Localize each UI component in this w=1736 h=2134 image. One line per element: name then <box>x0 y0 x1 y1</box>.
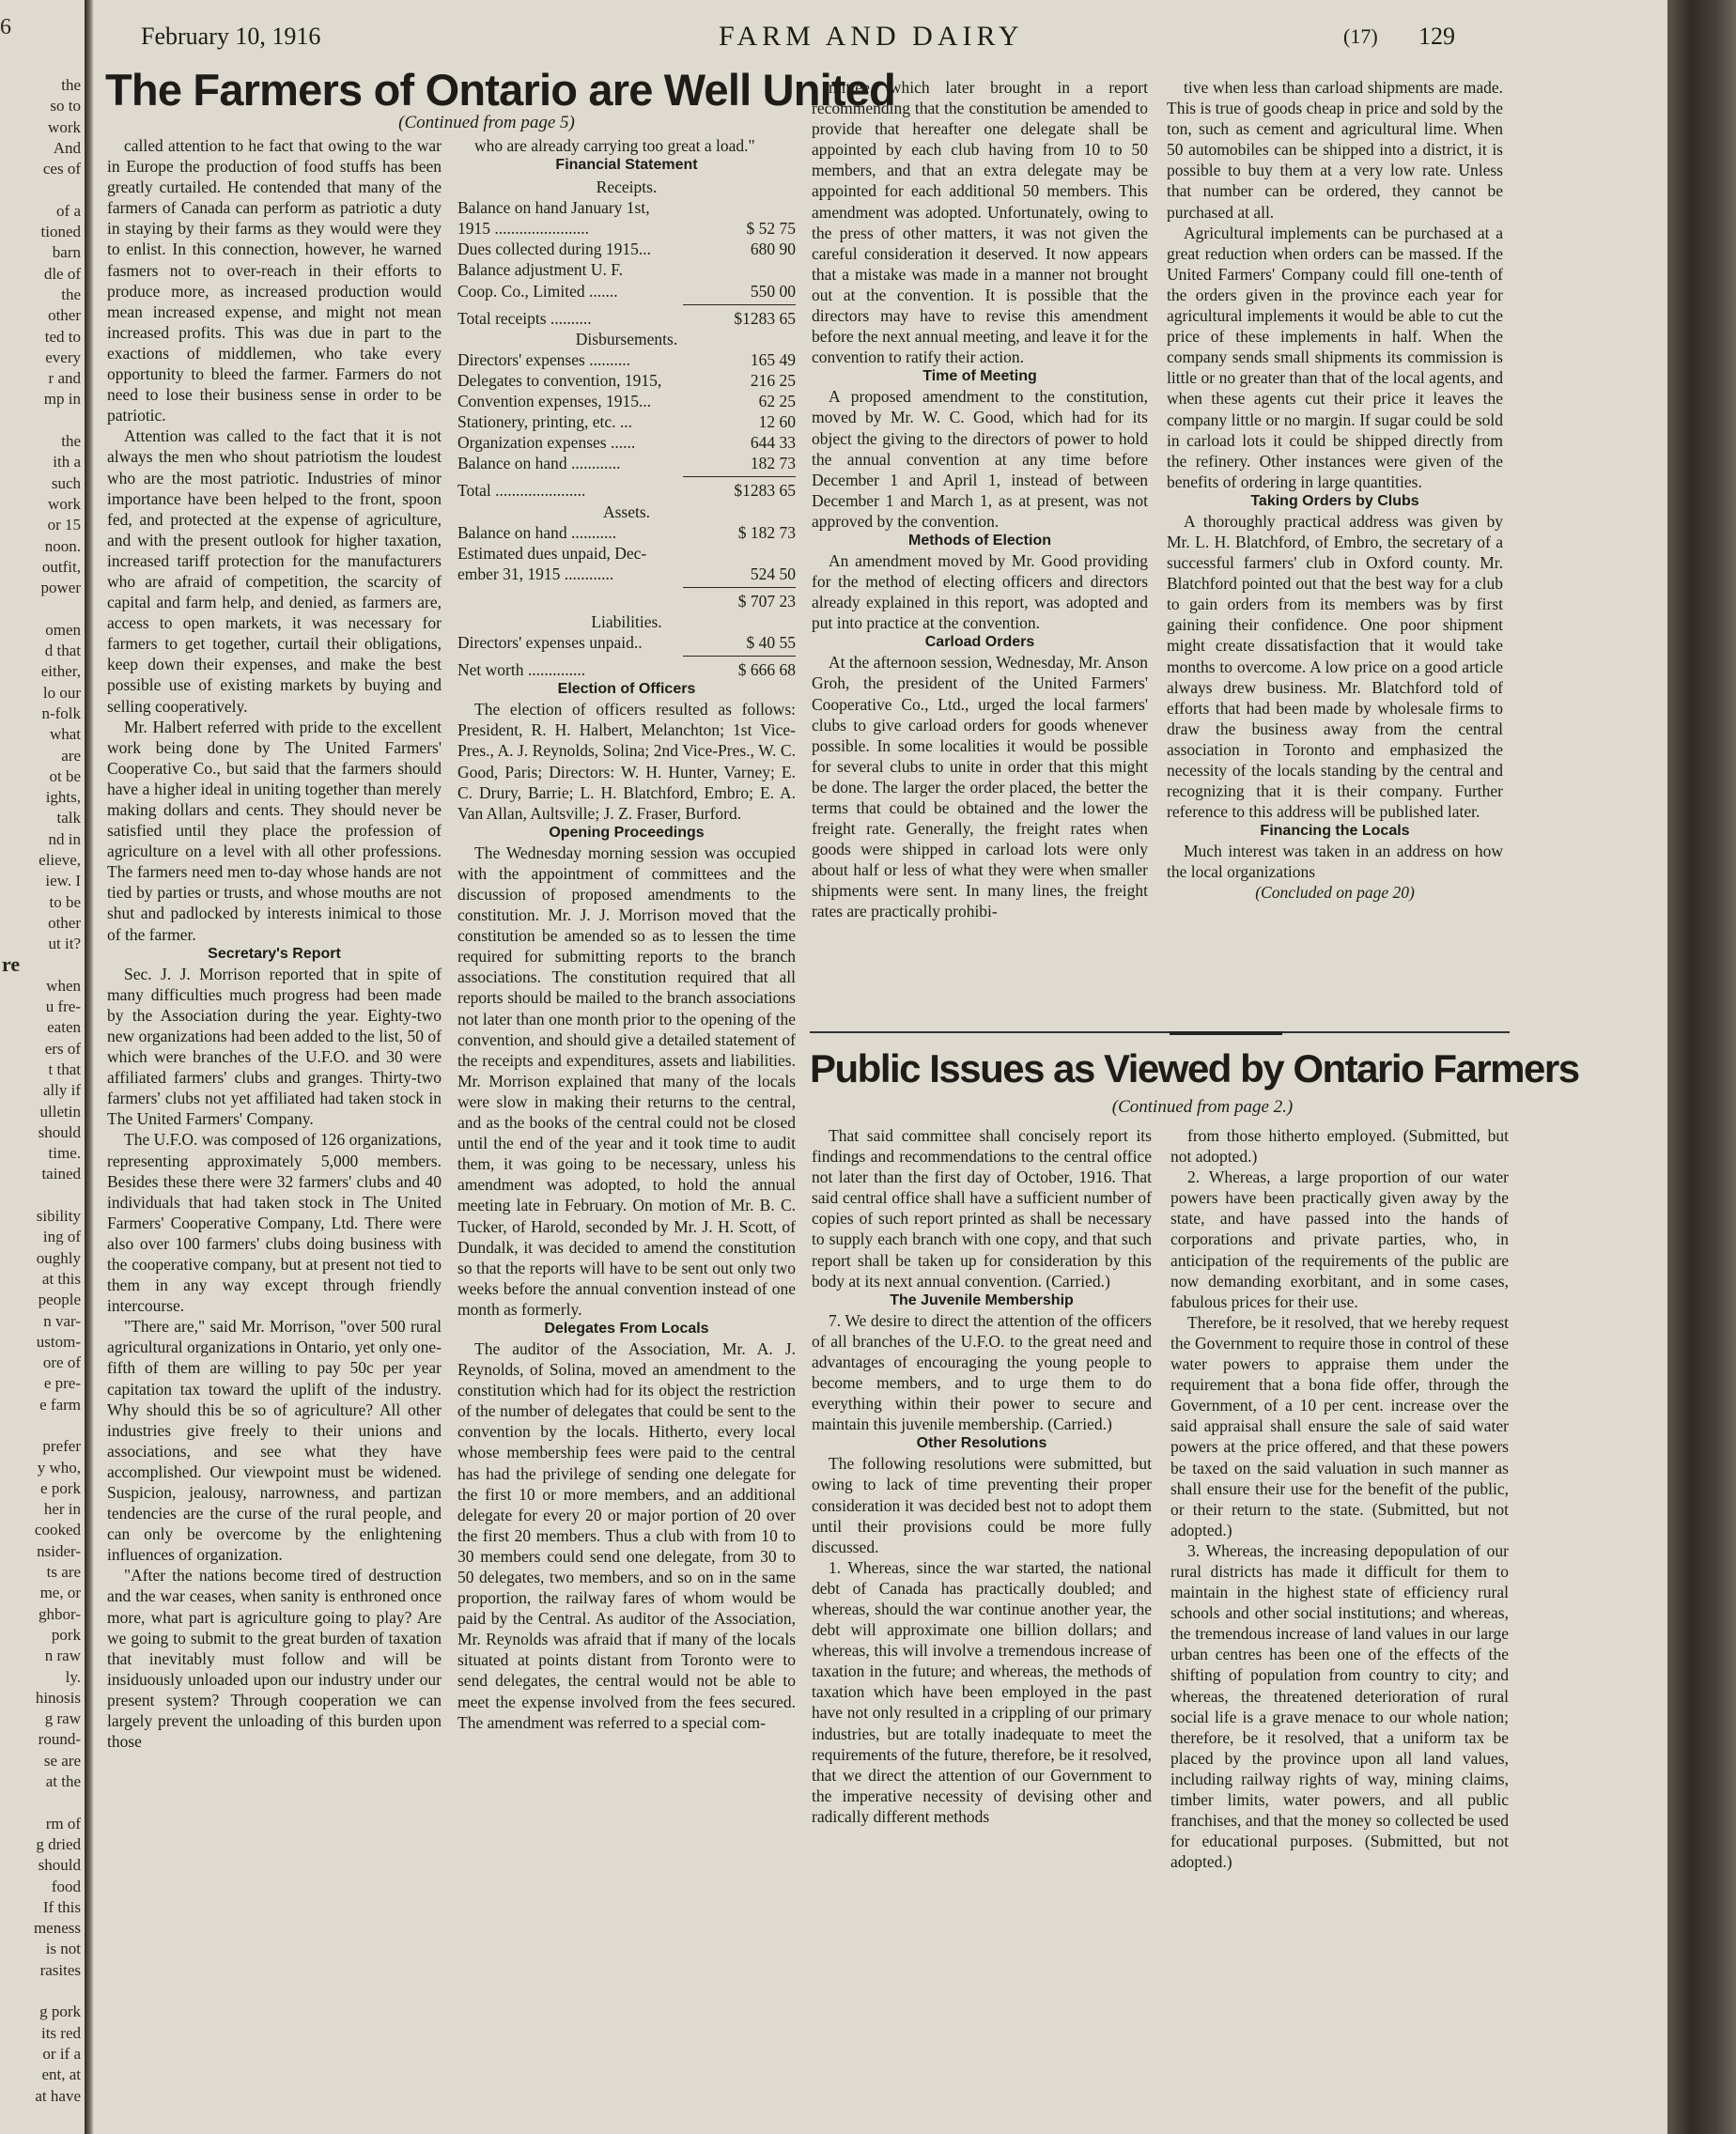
strip-fragment: eaten <box>47 1018 81 1037</box>
fin-row <box>457 659 796 680</box>
strip-fragment: cooked <box>34 1521 81 1539</box>
fin-row <box>457 239 796 259</box>
strip-fragment: g dried <box>36 1834 81 1853</box>
strip-fragment: or if a <box>42 2044 81 2063</box>
paragraph: The following resolutions were submitted, but owing to lack of time preventing their proper consideration it was decided best not to adopt them until their provisions could be more fully discussed. <box>812 1454 1152 1556</box>
subheading: Election of Officers <box>557 681 696 698</box>
strip-fragment: ore of <box>42 1353 81 1372</box>
strip-fragment: e farm <box>39 1395 81 1414</box>
subheading: Financial Statement <box>555 157 698 174</box>
strip-fragment: should <box>38 1122 81 1141</box>
strip-fragment: sibility <box>36 1207 81 1226</box>
strip-fragment: oughly <box>36 1248 81 1267</box>
strip-fragment: ghbor- <box>39 1604 81 1623</box>
paragraph: 7. We desire to direct the attention of the officers of all branches of the U.F.O. to the great need and advantages of encouraging the young people to become members, and to urge them to do everything within their power to secure and maintain this juvenile membership. (Carried.) <box>812 1310 1152 1434</box>
fin-section-label: Liabilities. <box>591 611 662 631</box>
fin-row <box>457 349 796 370</box>
strip-fragment: is not <box>45 1940 81 1958</box>
continued-note-2: (Continued from page 2.) <box>1111 1097 1294 1117</box>
paragraph: The Wednesday morning session was occupied with the appointment of committees and the discussion of proposed amendments to the constitution. Mr. J. J. Morrison moved that the constitution be amended so as to lessen the time required for submitting reports to the branch associations. The constitution required that all reports should be mailed to the branch associations not later than one month prior to the opening of the convention, and should give a detailed statement of the receipts and expenditures, assets and liabilities. Mr. Morrison explained that many of the locals were slow in making their returns to the central, and as the books of the central could not be closed until the end of the year and it took time to audit them, it was going to be necessary, unless his amendment was adopted, to hold the annual meeting late in February. On motion of Mr. B. C. Tucker, of Harold, seconded by Mr. J. H. Scott, of Dundalk, it was decided to amend the constitution so that the reports will have to be sent out only two weeks before the annual convention instead of one month as formerly. <box>457 843 796 1319</box>
fin-label: Dues collected during 1915... <box>457 240 652 259</box>
strip-fragment: talk <box>56 809 81 827</box>
paragraph: Attention was called to the fact that it is not always the men who shout patriotism the loudest who are the most patriotic. Industries of minor importance have been helped to the front, spoon fed, and protected at the expense of agriculture, and with the present outlook for higher taxation, increased tariff protection for the manufacturers who are afraid of competition, the scarcity of capital and farm help, and denied, as farmers are, access to open markets, it was necessary for farmers to get together, curtail their obligations, keep down their expenses, and make the best possible use of existing markets by buying and selling cooperatively. <box>107 426 442 716</box>
fin-row <box>457 370 796 391</box>
strip-fragment: tioned <box>40 223 81 241</box>
paragraph: called attention to he fact that owing to the war in Europe the production of food stuffs has been greatly curtailed. He contended that many of the farmers of Canada can perform as patriotic a duty in staying by their farms as they would were they to enlist. In this connection, however, he warned fasmers not to over-reach in their efforts to produce more, as increased production would mean increased expense, and might not mean increased profits. This was due in part to the exactions of middlemen, who take every opportunity to bleed the farmer. Farmers do not need to lose their business sense in order to be patriotic. <box>107 136 442 425</box>
strip-heading: re <box>2 952 21 977</box>
strip-fragment: should <box>38 1856 81 1875</box>
strip-fragment: elieve, <box>39 850 81 869</box>
strip-fragment: se are <box>43 1751 81 1770</box>
fin-label: Balance on hand ............ <box>457 454 621 473</box>
article-column-1 <box>107 135 442 2117</box>
paragraph: That said committee shall concisely report its findings and recommendations to the central office not later than the first day of October, 1916. That said central office shall have a sufficient number of copies of such report printed as shall be necessary to supply each branch with one copy, and that such report shall be taken up for consideration by this body at its next annual convention. (Carried.) <box>812 1126 1152 1291</box>
paragraph: Much interest was taken in an address on how the local organizations <box>1167 842 1503 882</box>
sum-rule <box>683 304 796 305</box>
strip-fragment: meness <box>33 1919 81 1938</box>
strip-fragment: g pork <box>39 2003 81 2021</box>
strip-fragment <box>0 410 83 431</box>
paragraph: mittee, which later brought in a report recommending that the constitution be amended to provide that hereafter one delegate shall be appointed by each club having from 10 to 50 members, and that an extra delegate may be appointed for each additional 50 members. This amendment was adopted. Unfortunately, owing to the press of other matters, it was not given the careful consideration it deserved. It now appears that a mistake was made in a manner not brought out at the convention. It is possible that the directors may have to revise this amendment before the next annual meeting, and leave it for the convention to ratify their action. <box>812 78 1148 367</box>
paragraph: At the afternoon session, Wednesday, Mr. Anson Groh, the president of the United Farmers' Cooperative Co., Ltd., urged the local farmers' clubs to give carload orders for goods whenever possible. In some localities it would be possible for several clubs to unite in order that this might be done. The larger the order placed, the better the terms that could be obtained and the lower the freight rate. Generally, the freight rates when goods were shipped in carload lots were only about half or less of what they were when smaller shipments were sent. In many lines, the freight rates are practically prohibi- <box>812 653 1148 921</box>
strip-fragment: hinosis <box>35 1688 81 1707</box>
strip-fragment <box>0 1981 83 2002</box>
fin-row <box>457 632 796 653</box>
sum-rule <box>683 587 796 588</box>
strip-fragment: food <box>51 1877 81 1895</box>
paragraph: "There are," said Mr. Morrison, "over 500 rural agricultural organizations in Ontario, yet only one-fifth of them are willing to pay 50c per year capitation tax toward the uplift of the industry. Why should this be so of agriculture? All other industries give freely to their unions and associations, and see what they have accomplished. Our viewpoint must be widened. Suspicion, jealousy, narrowness, and partizan tendencies are the curse of the rural people, and can only be overcome by the enlightening influences of organization. <box>107 1317 442 1565</box>
fin-amount: 216 25 <box>750 370 796 390</box>
strip-fragment: ulletin <box>39 1102 81 1121</box>
fin-amount: $1283 65 <box>734 481 796 501</box>
strip-fragment <box>0 1185 83 1206</box>
strip-fragment: ces of <box>42 160 81 178</box>
strip-fragment: ot be <box>49 766 81 785</box>
previous-page-strip <box>0 15 83 2105</box>
fin-amount: $ 182 73 <box>737 522 796 542</box>
strip-fragment: outfit, <box>41 557 81 576</box>
strip-fragment: nsider- <box>37 1541 81 1560</box>
fin-label: Balance on hand ........... <box>457 522 617 542</box>
paragraph: "After the nations become tired of destruction and the war ceases, when sanity is enthroned once more, what part is agriculture going to play? Are we going to submit to the great burden of taxation that inevitably must follow and will be insiduously unloaded upon our industry under our present system? Through cooperation we can largely prevent the unloading of this burden upon those <box>107 1566 442 1752</box>
fin-label: Total ...................... <box>457 481 586 501</box>
strip-fragment: what <box>49 725 81 744</box>
fin-amount: 62 25 <box>758 392 796 411</box>
subheading: Secretary's Report <box>208 945 341 962</box>
strip-fragment: pork <box>51 1625 81 1644</box>
strip-fragment: ts are <box>46 1563 81 1582</box>
page-header <box>113 21 1578 58</box>
fin-label: Directors' expenses unpaid.. <box>457 633 643 653</box>
strip-fragment: work <box>48 117 81 136</box>
strip-fragment: nd in <box>48 829 81 848</box>
subheading: Opening Proceedings <box>549 824 705 841</box>
strip-fragment: omen <box>45 620 81 639</box>
fin-row <box>457 411 796 432</box>
fin-label: Organization expenses ...... <box>457 433 636 453</box>
paragraph: Mr. Halbert referred with pride to the excellent work being done by The United Farmers' Cooperative Co., but said that the farmers should have a higher ideal in uniting together than merely making dollars and cents. They should never be satisfied until they place the profession of agriculture on a level with all other professions. The farmers need men to-day whose hands are not tied by parties or trusts, and whose mouths are not shut and padlocked by interests inimical to those of the farmer. <box>107 717 442 944</box>
strip-fragment: r and <box>48 369 81 388</box>
subheading: The Juvenile Membership <box>890 1291 1074 1308</box>
strip-fragment: ut it? <box>48 935 81 953</box>
strip-fragment: iew. I <box>45 872 81 890</box>
fin-row <box>457 522 796 543</box>
fin-row <box>457 591 796 611</box>
paragraph: from those hitherto employed. (Submitted, but not adopted.) <box>1170 1126 1509 1167</box>
strip-fragment: work <box>48 494 81 513</box>
fin-row <box>457 308 796 329</box>
section-divider <box>810 1031 1510 1033</box>
strip-fragment: at have <box>35 2086 81 2105</box>
fin-label: Convention expenses, 1915... <box>457 392 652 411</box>
fin-row <box>457 391 796 411</box>
fin-label: Delegates to convention, 1915, <box>457 370 662 390</box>
paragraph: Therefore, be it resolved, that we hereby request the Government to require those in control of these water powers to appraise them under the requirement that a bona fide offer, through the Government, of a 10 per cent. increase over the said appraisal shall ensure the sale of said water powers at the price offered, and that these powers be taxed on the said valuation in such manner as shall ensure their use for the benefit of the public, or their return to the state. (Submitted, but not adopted.) <box>1170 1312 1509 1539</box>
fin-amount: 680 90 <box>750 240 796 259</box>
strip-fragment: lo our <box>42 683 81 702</box>
strip-fragment: its red <box>40 2023 81 2042</box>
paragraph: The U.F.O. was composed of 126 organizations, representing approximately 5,000 members. Besides these there were 32 farmers' clubs and 40 individuals that had taken stock in The United Farmers' Cooperative Company, Ltd. There were also over 100 farmers' clubs doing business with the cooperative company, but at present not tied to them in any way except through friendly intercourse. <box>107 1130 442 1316</box>
strip-fragment: other <box>48 913 81 932</box>
strip-fragment: such <box>51 473 81 492</box>
strip-fragment: And <box>53 138 81 157</box>
strip-fragment: u fre- <box>45 997 81 1016</box>
strip-fragment: power <box>40 579 81 597</box>
subheading: Methods of Election <box>908 532 1051 549</box>
book-edge <box>1667 0 1736 2134</box>
subheading: Carload Orders <box>924 634 1035 651</box>
fin-amount: $ 666 68 <box>737 660 796 680</box>
strip-fragment: of a <box>56 201 81 220</box>
strip-fragment: ly. <box>65 1667 81 1686</box>
strip-fragment: rm of <box>45 1814 81 1832</box>
article-column-4 <box>1167 77 1503 1063</box>
fin-amount: 165 49 <box>750 349 796 369</box>
strip-fragment: to be <box>49 892 81 911</box>
article2-column-2 <box>1170 1125 1509 2121</box>
strip-fragment: the <box>61 76 81 94</box>
folio-number: (17) <box>1343 24 1378 48</box>
subheading: Delegates From Locals <box>544 1320 709 1337</box>
paragraph: 2. Whereas, a large proportion of our water powers have been practically given away by the state, and have passed into the hands of corporations and private parties, who, in anticipation of the requirements of the public are now demanding exorbitant, and in some cases, fabulous prices for their use. <box>1170 1168 1509 1311</box>
strip-fragment: people <box>38 1291 81 1309</box>
fin-amount: $ 52 75 <box>746 219 796 239</box>
strip-fragment: t that <box>48 1059 81 1078</box>
binding-gutter <box>85 0 94 2134</box>
concluded-note: (Concluded on page 20) <box>1255 883 1415 903</box>
subheading: Financing the Locals <box>1260 823 1410 840</box>
strip-fragment: rasites <box>39 1960 81 1979</box>
fin-amount: 550 00 <box>750 281 796 301</box>
strip-fragment <box>0 179 83 200</box>
divider-accent <box>1170 1031 1282 1035</box>
subheading: Taking Orders by Clubs <box>1250 492 1419 509</box>
fin-row <box>457 197 796 218</box>
strip-fragments-b <box>0 976 83 2107</box>
strip-fragment: every <box>45 348 81 366</box>
subheading: Other Resolutions <box>916 1435 1047 1452</box>
strip-fragment: e pre- <box>43 1374 81 1393</box>
strip-fragment: her in <box>43 1500 81 1519</box>
article2-column-1 <box>812 1125 1152 2121</box>
strip-fragment: ally if <box>42 1081 81 1100</box>
strip-fragment: e pork <box>40 1478 81 1497</box>
fin-amount: $ 40 55 <box>746 633 796 653</box>
sum-rule <box>683 656 796 657</box>
financial-statement <box>457 177 796 680</box>
strip-fragments-a <box>0 75 83 954</box>
fin-amount: $1283 65 <box>734 308 796 328</box>
paragraph: Sec. J. J. Morrison reported that in spite of many difficulties much progress had been made by the Association during the year. Eighty-two new organizations had been added to the list, 50 of which were branches of the U.F.O. and 30 were affiliated farmers' clubs and granges. Thirty-two farmers' clubs not yet affiliated had taken stock in The United Farmers' Company. <box>107 964 442 1129</box>
fin-label: Net worth .............. <box>457 660 586 680</box>
paragraph: Agricultural implements can be purchased at a great reduction when orders can be massed. If the United Farmers' Company could fill one-tenth of the orders given in the province each year for agricultural implements it would be able to cut the price of these implements in half. When the company sends small shipments its commission is little or no greater than that of the local agents, and when these agents cut their price it leaves the company little or no margin. If sugar could be sold in carload lots it could be shipped directly from the refinery. Other instances were given of the benefits of ordering in large quantities. <box>1167 223 1503 491</box>
fin-row <box>457 259 796 280</box>
strip-fragment: or 15 <box>47 516 81 534</box>
strip-fragment: other <box>48 306 81 325</box>
strip-fragment: dle of <box>43 264 81 283</box>
strip-fragment: at this <box>41 1269 81 1288</box>
strip-fragment: the <box>61 432 81 451</box>
continued-note: (Continued from page 5) <box>398 113 575 132</box>
strip-fragment: ith a <box>53 453 81 472</box>
strip-fragment <box>0 1792 83 1813</box>
strip-fragment: are <box>61 746 81 765</box>
fin-row <box>457 564 796 584</box>
previous-page-number: 6 <box>0 15 11 39</box>
strip-fragment: at the <box>45 1772 81 1791</box>
strip-fragment: If this <box>42 1897 81 1916</box>
strip-fragment: time. <box>48 1144 81 1163</box>
paragraph: An amendment moved by Mr. Good providing for the method of electing officers and directors already explained in this report, was adopted and put into practice at the convention. <box>812 550 1148 633</box>
fin-amount: 524 50 <box>750 564 796 583</box>
strip-fragment: so to <box>50 97 81 116</box>
strip-fragment: noon. <box>44 536 81 555</box>
fin-amount: 644 33 <box>750 433 796 453</box>
strip-fragment: ted to <box>44 327 81 346</box>
strip-fragment: n-folk <box>41 704 81 722</box>
strip-fragment: when <box>46 976 81 995</box>
article-column-2 <box>457 135 796 2117</box>
strip-fragment: ers of <box>44 1039 81 1058</box>
fin-label: Balance adjustment U. F. <box>457 260 623 280</box>
fin-amount: 12 60 <box>758 412 796 432</box>
paragraph: 3. Whereas, the increasing depopulation of our rural districts has made it difficult for them to maintain in the highest state of efficiency rural schools and other social institutions; and whereas, the tremendous increase of land values in our large urban centres has been one of the effects of the shifting of population from country to city; and whereas, the threatened deterioration of rural social life is a grave menace to our whole nation; therefore, be it resolved, that a uniform tax be placed by the province upon all land values, including railway rights of way, mining claims, timber limits, water powers, and all public franchises, and that the money so collected be used for educational purposes. (Submitted, but not adopted.) <box>1170 1540 1509 1872</box>
fin-section-label: Disbursements. <box>575 329 678 348</box>
strip-fragment: either, <box>40 662 81 681</box>
fin-label: Stationery, printing, etc. ... <box>457 412 632 432</box>
subheading: Time of Meeting <box>922 368 1037 385</box>
paragraph: 1. Whereas, since the war started, the national debt of Canada has practically doubled; and whereas, should the war continue another year, the debt will approximate one billion dollars; and whereas, this will involve a tremendous increase of taxation in the future; and whereas, the methods of taxation which have been employed in the past have not only resulted in a crippling of our primary industries, but are totally inadequate to meet the requirements of the future, therefore, be it resolved, that we direct the attention of our Government to the imperative necessity of devising other and radically different methods <box>812 1557 1152 1826</box>
strip-fragment: d that <box>44 642 81 660</box>
paper-title: FARM AND DAIRY <box>719 21 1024 52</box>
strip-fragment: ent, at <box>41 2065 81 2084</box>
fin-label: Estimated dues unpaid, Dec- <box>457 543 647 563</box>
fin-row <box>457 453 796 473</box>
fin-label: 1915 ....................... <box>457 219 589 239</box>
strip-fragment <box>0 598 83 619</box>
fin-label: Balance on hand January 1st, <box>457 198 650 218</box>
strip-fragment: y who, <box>37 1458 81 1477</box>
strip-fragment: n var- <box>43 1311 81 1330</box>
strip-fragment: me, or <box>39 1584 81 1602</box>
fin-label: Coop. Co., Limited ....... <box>457 281 618 301</box>
strip-fragment: the <box>61 285 81 303</box>
fin-section-label: Assets. <box>602 502 651 521</box>
fin-amount: $ 707 23 <box>737 591 796 611</box>
strip-fragment: mp in <box>43 390 81 409</box>
strip-fragment: g raw <box>44 1709 81 1728</box>
fin-amount: 182 73 <box>750 454 796 473</box>
article-headline: The Farmers of Ontario are Well United <box>105 65 896 115</box>
strip-fragment: ing of <box>42 1228 81 1246</box>
paragraph: A proposed amendment to the constitution, moved by Mr. W. C. Good, which had for its object the giving to the directors of power to hold the annual convention at any time before December 1 and April 1, instead of between December 1 and March 1, as at present, was not approved by the convention. <box>812 387 1148 531</box>
fin-row <box>457 480 796 501</box>
fin-row <box>457 218 796 239</box>
fin-row <box>457 432 796 453</box>
fin-row <box>457 281 796 302</box>
strip-fragment: ights, <box>45 788 81 807</box>
sum-rule <box>683 476 796 477</box>
paragraph: who are already carrying too great a load." <box>474 136 755 155</box>
fin-section-label: Receipts. <box>596 178 658 197</box>
strip-fragment: ustom- <box>36 1332 81 1351</box>
fin-row <box>457 543 796 564</box>
strip-fragment: prefer <box>42 1437 81 1456</box>
fin-label: Directors' expenses .......... <box>457 349 630 369</box>
strip-fragment <box>0 1415 83 1436</box>
article-headline-2: Public Issues as Viewed by Ontario Farmers <box>810 1046 1579 1090</box>
paragraph: The election of officers resulted as follows: President, R. H. Halbert, Melanchton; 1st Vice-Pres., A. J. Reynolds, Solina; 2nd Vice-Pres., W. C. Good, Paris; Directors: W. H. Hunter, Varney; E. C. Drury, Barrie; L. H. Blatchford, Embro; E. A. Van Allan, Aultsville; J. Z. Fraser, Burford. <box>457 700 796 823</box>
paragraph: The auditor of the Association, Mr. A. J. Reynolds, of Solina, moved an amendment to the constitution which had for its object the restriction of the number of delegates that could be sent to the convention by the locals. Hitherto, every local whose membership fees were paid to the central has had the privilege of sending one delegate for the first 10 or more members, and an additional delegate for every 20 or major portion of 20 over the first 20 members. Thus a club with from 10 to 30 members could send one delegate, from 30 to 50 delegates, two members, and so on in the same proportion, the railway fares of whom would be paid by the Central. As auditor of the Association, Mr. Reynolds was afraid that if many of the locals situated at points distant from Toronto were to send delegates, the central would not be able to meet the expense involved from the fees secured. The amendment was referred to a special com- <box>457 1338 796 1732</box>
strip-fragment: barn <box>52 243 81 262</box>
paragraph: tive when less than carload shipments are made. This is true of goods cheap in price and sold by the ton, such as cement and agricultural lime. When 50 automobiles can be shipped into a district, it is possible to buy them at a very low rate. Unless that number can be ordered, they cannot be purchased at all. <box>1167 78 1503 222</box>
strip-fragment: n raw <box>44 1647 81 1665</box>
page-number: 129 <box>1418 23 1455 50</box>
issue-date: February 10, 1916 <box>141 23 321 50</box>
fin-label: ember 31, 1915 ............ <box>457 564 614 583</box>
paragraph: A thoroughly practical address was given by Mr. L. H. Blatchford, of Embro, the secretary of a successful farmers' club in Oxford county. Mr. Blatchford pointed out that the best way for a club to gain orders from its members was by first gaining their confidence. One poor shipment might create dissatisfaction that it would take months to overcome. A low price on a good article always drew business. Mr. Blatchford told of efforts that had been made by wholesale firms to draw the business away from the central association in Toronto and emphasized the necessity of the locals standing by the central and recognizing that it is their company. Further reference to this address will be published later. <box>1167 511 1503 822</box>
article-column-3 <box>812 77 1148 1063</box>
strip-fragment: round- <box>38 1730 81 1749</box>
strip-fragment: tained <box>41 1165 81 1183</box>
fin-label: Total receipts .......... <box>457 308 592 328</box>
